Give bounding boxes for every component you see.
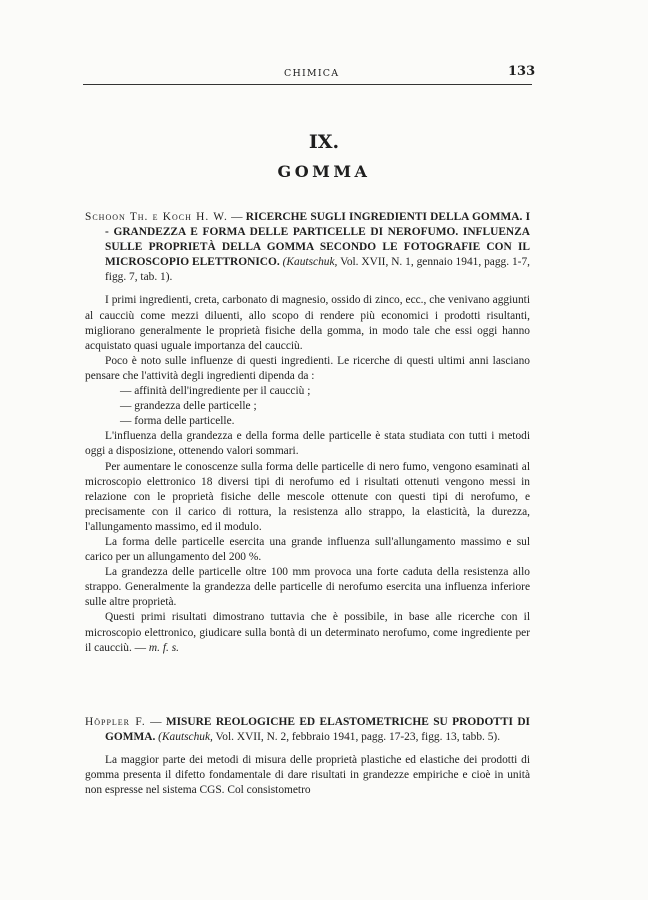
entry-1-authors: Schoon Th. e Koch H. W.: [85, 211, 228, 223]
entry-2-title: MISURE REOLOGICHE ED ELASTOMETRICHE SU PRODOTTI DI GOMMA.: [105, 716, 530, 744]
entry-1-citation: Vol. XVII, N. 1, gennaio 1941, pagg. 1-7, figg. 7, tab. 1).: [105, 256, 530, 284]
entry-1-signature: m. f. s.: [148, 641, 179, 654]
entry-1-paragraph: I primi ingredienti, creta, carbonato di magnesio, ossido di zinco, ecc., che venivano aggiunti al caucciù come mezzi diluenti, allo scopo di rendere più economici i prodotti risultanti, migliorano generalmente le proprietà fisiche della gomma, in modo tale che essi oggi hanno acquistato quasi uguale importanza del caucciù.: [85, 294, 530, 352]
header-rule: [83, 84, 532, 85]
list-item: — grandezza delle particelle ;: [120, 399, 530, 414]
entry-1-closing: Questi primi risultati dimostrano tuttavia che è possibile, in base alle ricerche con il microscopio elettronico, giudicare sulla bontà di un determinato nerofumo, come ingrediente per il caucciù. —: [85, 611, 530, 654]
entry-1: [85, 210, 530, 656]
entry-1-paragraph: L'influenza della grandezza e della forma delle particelle è stata studiata con tutti i metodi oggi a disposizione, ottenendo valori sommari.: [85, 430, 530, 458]
entry-1-separator: —: [227, 211, 246, 223]
entry-1-title: RICERCHE SUGLI INGREDIENTI DELLA GOMMA. I - GRANDEZZA E FORMA DELLE PARTICELLE DI NEROFUMO. INFLUENZA SULLE PROPRIETÀ DELLA GOMMA SECONDO LE FOTOGRAFIE CON IL MICROSCOPIO ELETTRONICO.: [105, 211, 530, 269]
entry-2-separator: —: [145, 716, 166, 728]
page-number: 133: [508, 64, 536, 79]
entry-2: [85, 715, 530, 798]
entry-1-journal: (Kautschuk,: [282, 256, 338, 269]
list-item: — affinità dell'ingrediente per il caucciù ;: [120, 384, 530, 399]
entry-1-paragraph: La grandezza delle particelle oltre 100 mm provoca una forte caduta della resistenza allo strappo. Generalmente la grandezza delle particelle di nerofumo esercita una influenza inferiore sulle altre proprietà.: [85, 566, 530, 609]
ingredient-list: [85, 384, 530, 429]
entry-2-heading: [85, 715, 530, 745]
entry-1-paragraph: Per aumentare le conoscenze sulla forma delle particelle di nero fumo, vengono esaminati al microscopio elettronico 18 diversi tipi di nerofumo ed i risultati ottenuti vengono messi in relazione con le proprietà fisiche delle mescole ottenute con questi tipi di nerofumo, e precisamente con il carico di rottura, la resistenza allo strappo, la elasticità, la durezza, l'allungamento massimo, ed il modulo.: [85, 460, 530, 533]
entry-1-paragraph: Poco è noto sulle influenze di questi ingredienti. Le ricerche di questi ultimi anni lasciano pensare che l'attività degli ingredienti dipenda da :: [85, 354, 530, 382]
entry-2-paragraph: La maggior parte dei metodi di misura delle proprietà plastiche ed elastiche dei prodotti di gomma presenta il difetto fondamentale di dare risultati in grandezze empiriche e cioè in unità non espresse nel sistema CGS. Col consistometro: [85, 754, 530, 797]
entry-1-heading: [85, 210, 530, 285]
entry-1-paragraph: La forma delle particelle esercita una grande influenza sull'allungamento massimo e sul carico per un allungamento del 200 %.: [85, 535, 530, 564]
entry-2-journal: (Kautschuk,: [158, 731, 213, 744]
entry-2-authors: Höppler F.: [85, 716, 146, 728]
list-item: — forma delle particelle.: [120, 414, 530, 429]
running-title: CHIMICA: [284, 68, 340, 79]
section-number: IX.: [308, 131, 340, 153]
section-title: GOMMA: [277, 162, 371, 181]
entry-1-paragraph: [85, 610, 530, 655]
entry-2-citation: Vol. XVII, N. 2, febbraio 1941, pagg. 17-23, figg. 13, tabb. 5).: [212, 731, 501, 744]
